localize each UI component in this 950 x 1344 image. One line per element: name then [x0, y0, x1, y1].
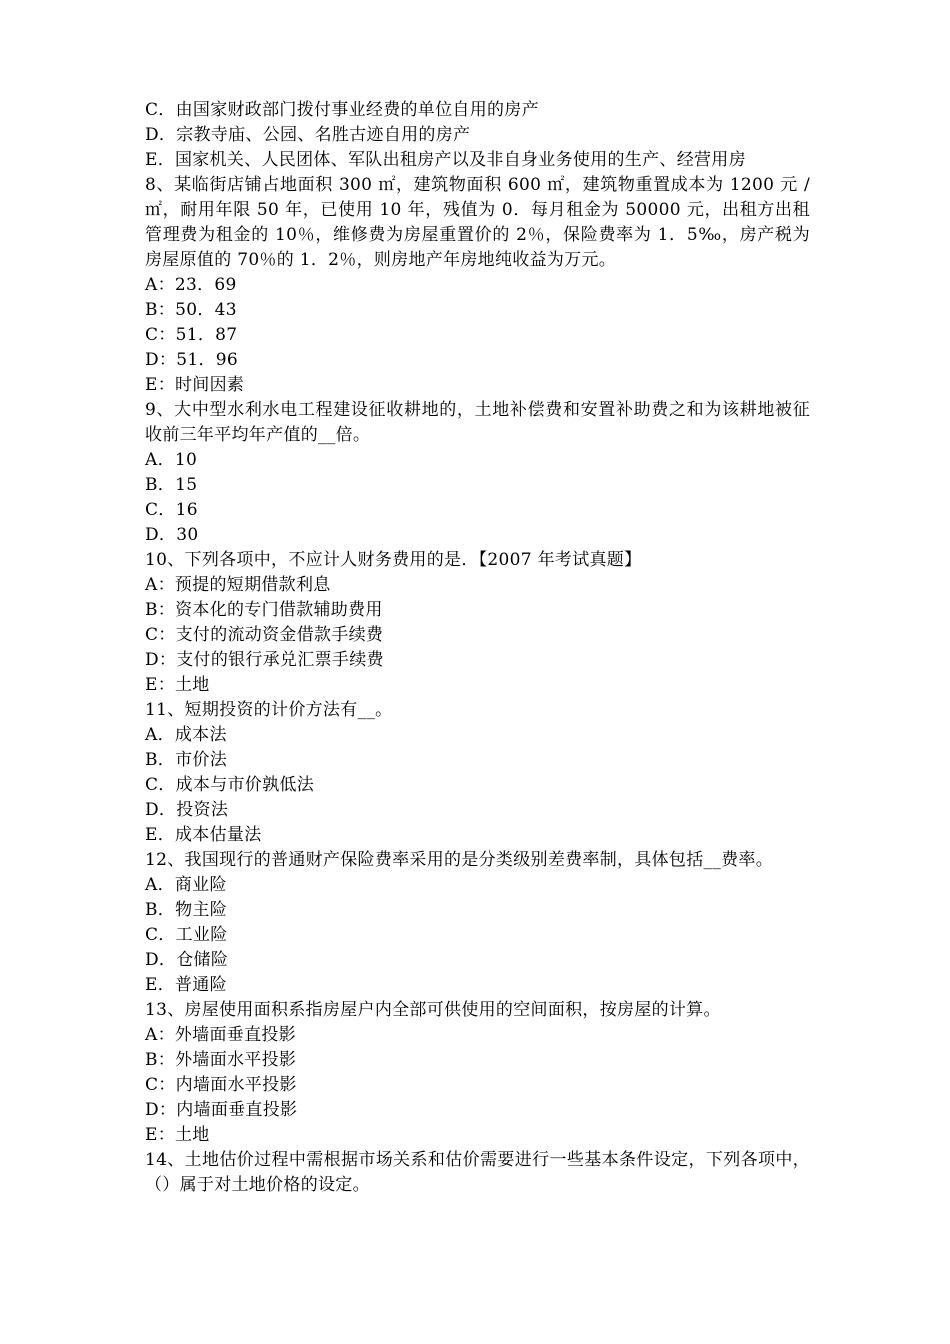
answer-option: B：50．43	[145, 300, 237, 320]
answer-option: E．成本估量法	[145, 825, 262, 845]
answer-option: C：51．87	[145, 325, 238, 345]
answer-option: A．成本法	[145, 725, 227, 745]
answer-option: D．仓储险	[145, 950, 229, 970]
document-page	[145, 98, 810, 1198]
answer-option: C．由国家财政部门拨付事业经费的单位自用的房产	[145, 100, 539, 120]
answer-option: B．15	[145, 475, 198, 495]
answer-option: C．16	[145, 500, 198, 520]
question-text: 13、房屋使用面积系指房屋户内全部可供使用的空间面积，按房屋的计算。	[145, 1000, 721, 1020]
answer-option: E．普通险	[145, 975, 227, 995]
answer-option: B．物主险	[145, 900, 227, 920]
question-text: 8、某临街店铺占地面积 300 ㎡，建筑物面积 600 ㎡，建筑物重置成本为 1200 元 / ㎡，耐用年限 50 年，已使用 10 年，残值为 0．每月租金为 50000 元，出租方出租管理费为租金的 10％，维修费为房屋重置价的 2％，保险费率为 1．5‰，房产税为房屋原值的 70％的 1．2％，则房地产年房地纯收益为万元。	[145, 175, 810, 270]
answer-option: D．30	[145, 525, 199, 545]
answer-option: A．商业险	[145, 875, 227, 895]
answer-option: D：51．96	[145, 350, 238, 370]
question-text: 12、我国现行的普通财产保险费率采用的是分类级别差费率制，具体包括__费率。	[145, 850, 774, 870]
answer-option: A．10	[145, 450, 198, 470]
answer-option: E：时间因素	[145, 375, 245, 395]
answer-option: A：预提的短期借款利息	[145, 575, 331, 595]
answer-option: C：内墙面水平投影	[145, 1075, 297, 1095]
answer-option: E．国家机关、人民团体、军队出租房产以及非自身业务使用的生产、经营用房	[145, 150, 746, 170]
answer-option: A：23．69	[145, 275, 237, 295]
answer-option: C．成本与市价孰低法	[145, 775, 315, 795]
answer-option: C：支付的流动资金借款手续费	[145, 625, 384, 645]
answer-option: B：外墙面水平投影	[145, 1050, 297, 1070]
question-text: 11、短期投资的计价方法有__。	[145, 700, 393, 720]
answer-option: D：内墙面垂直投影	[145, 1100, 298, 1120]
answer-option: E：土地	[145, 1125, 210, 1145]
answer-option: C．工业险	[145, 925, 228, 945]
question-text: 14、土地估价过程中需根据市场关系和估价需要进行一些基本条件设定，下列各项中，（）属于对土地价格的设定。	[145, 1150, 810, 1195]
answer-option: E：土地	[145, 675, 210, 695]
answer-option: B：资本化的专门借款辅助费用	[145, 600, 383, 620]
answer-option: D．宗教寺庙、公园、名胜古迹自用的房产	[145, 125, 471, 145]
answer-option: A：外墙面垂直投影	[145, 1025, 296, 1045]
question-text: 9、大中型水利水电工程建设征收耕地的，土地补偿费和安置补助费之和为该耕地被征收前三年平均年产值的__倍。	[145, 400, 810, 445]
answer-option: B．市价法	[145, 750, 227, 770]
answer-option: D．投资法	[145, 800, 229, 820]
question-text: 10、下列各项中，不应计人财务费用的是．【2007 年考试真题】	[145, 550, 642, 570]
answer-option: D：支付的银行承兑汇票手续费	[145, 650, 384, 670]
